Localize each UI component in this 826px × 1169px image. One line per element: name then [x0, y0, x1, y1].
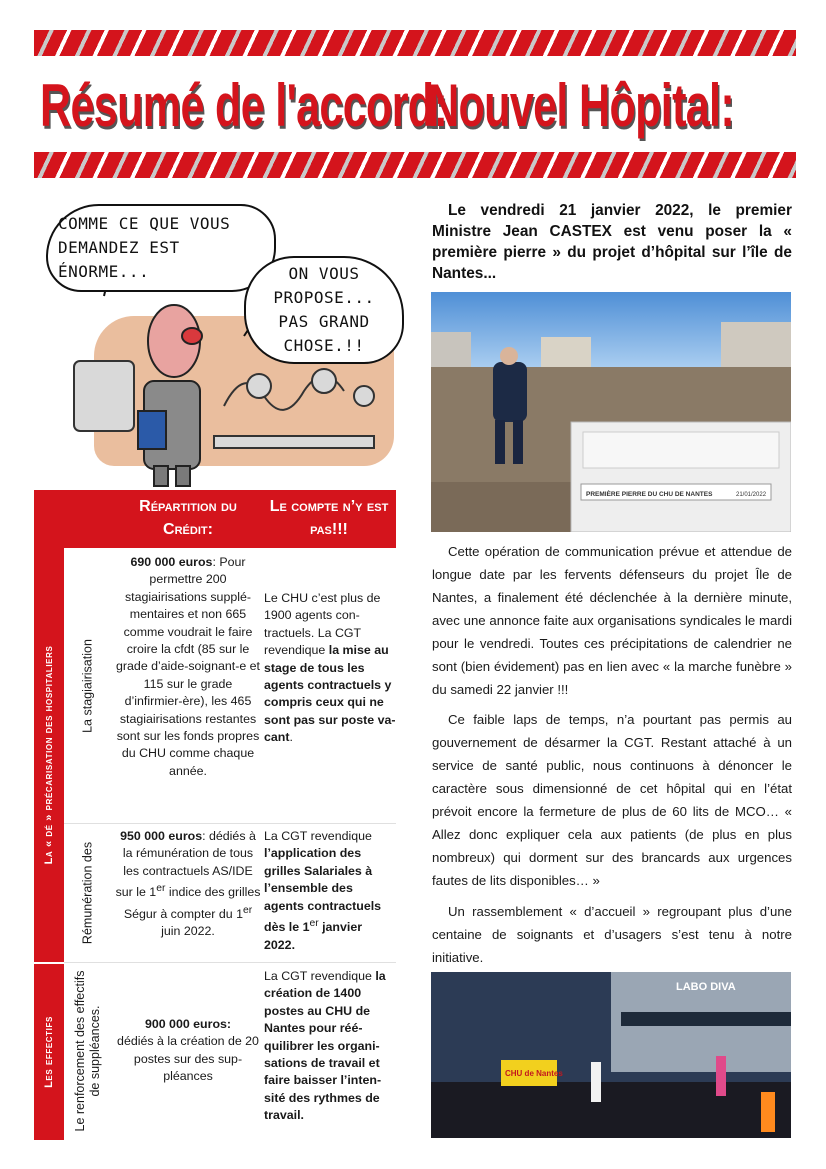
character-leg-right [176, 466, 190, 486]
photo1-person-head [500, 347, 518, 365]
row-label-stagiairisation [64, 548, 112, 823]
side-label-text-2: Les effectifs [43, 1016, 55, 1088]
row-divider [64, 962, 396, 963]
detail-row1: : Pour permettre 200 stagiairisations supplémentaires et non 665 comme voudrait le faire croire la cfdt (85 sur le grade d’aide-soignant-e et 115 sur le grade d’infirmier-ère), les 465 stagiairisations restantes sont sur les fonds propres du CHU comme chaque année. [116, 555, 260, 778]
detail-row2-sup2: er [242, 904, 253, 916]
table-header [34, 490, 396, 548]
claim-row2-bold-b: janvier 2022. [264, 920, 363, 952]
photo1-plaque-date: 21/01/2022 [736, 492, 767, 498]
photo1-logo-row [583, 432, 779, 468]
photo-castex-first-stone [431, 292, 791, 532]
cell-row3-claim [264, 968, 396, 1125]
detail-row2-b: indice des grilles Ségur à compter du 1 [123, 885, 261, 921]
cell-row1-claim [264, 590, 396, 747]
cartoon-illustration [34, 196, 406, 488]
intro-headline: Le vendredi 21 janvier 2022, le premier Ministre Jean CASTEX est venu poser la « première pierre » du projet d’hôpital sur l’île de Nantes... [432, 202, 792, 282]
claim-row1-bold: la mise au stage de tous les agents contractuels y compris ceux qui ne sont pas sur poste vacant [264, 643, 396, 745]
side-label-text-1: La « dé » précarisation des hospitaliers [43, 645, 55, 865]
photo1-plaque-text: PREMIÈRE PIERRE DU CHU DE NANTES [586, 491, 713, 498]
side-label-precarisation [34, 548, 64, 962]
title-banner [34, 30, 796, 180]
photo1-building-2 [541, 337, 591, 367]
photo2-flag-2 [716, 1056, 726, 1096]
photo2-crowd [431, 1082, 791, 1138]
speech-bubble-1: COMME CE QUE VOUS DEMANDEZ EST ÉNORME... [46, 204, 276, 292]
photo2-banner-text: CHU de Nantes [505, 1069, 563, 1078]
detail-row2-a: : dédiés à la rémunération de tous les contractuels AS/IDE sur le 1 [115, 829, 256, 900]
photo2-sign-bar [621, 1012, 791, 1026]
cell-row2-repartition [114, 828, 262, 941]
photo2-vest [761, 1092, 775, 1132]
detail-row3: dédiés à la création de 20 postes sur des suppléances [117, 1034, 259, 1084]
photo-rassemblement [431, 972, 791, 1138]
cell-row2-claim [264, 828, 396, 954]
cell-row1-repartition [114, 554, 262, 780]
machine-base [214, 436, 374, 448]
row-label-remuneration [64, 823, 112, 962]
row-label-text: Rémunération des [80, 841, 95, 944]
claim-row1-end: . [289, 730, 293, 745]
detail-row2-sup: er [156, 883, 166, 895]
speech-bubble-2: ON VOUS PROPOSE... PAS GRAND CHOSE.!! [244, 256, 404, 364]
machine-roller-1 [247, 374, 271, 398]
claim-row3-intro: La CGT revendique [264, 969, 376, 983]
character-folder [138, 411, 166, 449]
cell-row3-repartition [114, 1016, 262, 1086]
title-left: Résumé de l'accord: [40, 72, 448, 139]
character-leg-left [154, 466, 168, 486]
banner-stripes-bottom [34, 152, 796, 178]
machine-body [74, 361, 134, 431]
photo1-person-leg-left [495, 420, 505, 464]
photo-castex-drawing [431, 292, 791, 532]
paragraph-2: Ce faible laps de temps, n’a pourtant pas permis au gouvernement de désarmer la CGT. Restant attaché à un service de santé public, nous continuons à dénoncer le caractère sous dimensionné de cet hôpital qui en l’état prévoit encore la fermeture de plus de 60 lits de MCO… « Allez donc expliquer cela aux patients (de plus en plus nombreux) qui dorment sur des brancards aux urgences fautes de lits disponibles… » [432, 712, 792, 888]
photo1-building-1 [431, 332, 471, 367]
claim-row2-bold-a: l’application des grilles Salariales à l’ensemble des agents contractuels dès le 1 [264, 846, 382, 935]
row-label-text: La stagiairisation [80, 638, 95, 733]
header-compte: Le compte n’y est pas!!! [269, 498, 389, 538]
character-nose [182, 328, 202, 344]
photo1-person-leg-right [513, 420, 523, 464]
row-label-text: Le renforcement des effectifs de suppléances. [73, 970, 102, 1132]
photo2-sign-text: LABO DIVA [676, 981, 736, 993]
photo-rassemblement-drawing [431, 972, 791, 1138]
photo1-building-3 [721, 322, 791, 367]
banner-stripes-top [34, 30, 796, 56]
paragraph-1: Cette opération de communication prévue et attendue de longue date par les fervents défenseurs du projet Île de Nantes, a finalement été déclenchée à la dernière minute, avec une annonce faite aux organisations syndicales le mardi pour le vendredi. Toutes ces précipitations de calendrier ne sont (bien évidement) pas en lien avec « la marche funèbre » du samedi 22 janvier !!! [432, 544, 792, 697]
header-repartition: Répartition du Crédit: [139, 498, 237, 538]
agreement-table [34, 490, 396, 1140]
claim-row2-intro: La CGT revendique [264, 829, 372, 843]
paragraph-3: Un rassemblement « d’accueil » regroupant plus d’une centaine de soignants et d’usagers s’est tenu à notre initiative. [432, 904, 792, 965]
title-right: Nouvel Hôpital: [428, 72, 735, 139]
side-label-effectifs [34, 962, 64, 1140]
claim-row3-bold: la création de 1400 postes au CHU de Nantes pour rééquilibrer les organisations de travail et faire baisser l’intensité des rythmes de travail. [264, 969, 386, 1123]
amount-690000: 690 000 euros [130, 555, 213, 569]
claim-row2-sup: er [309, 918, 319, 930]
machine-roller-3 [354, 386, 374, 406]
claim-row1-intro: Le CHU c’est plus de 1900 agents contractuels. La CGT revendique [264, 591, 381, 658]
amount-900000: 900 000 euros: [144, 1017, 232, 1031]
photo2-flag-1 [591, 1062, 601, 1102]
amount-950000: 950 000 euros [120, 829, 203, 843]
detail-row2-c: juin 2022. [161, 924, 215, 939]
row-label-renforcement [64, 962, 112, 1140]
row-divider [64, 823, 396, 824]
photo1-person-body [493, 362, 527, 422]
machine-roller-2 [312, 369, 336, 393]
